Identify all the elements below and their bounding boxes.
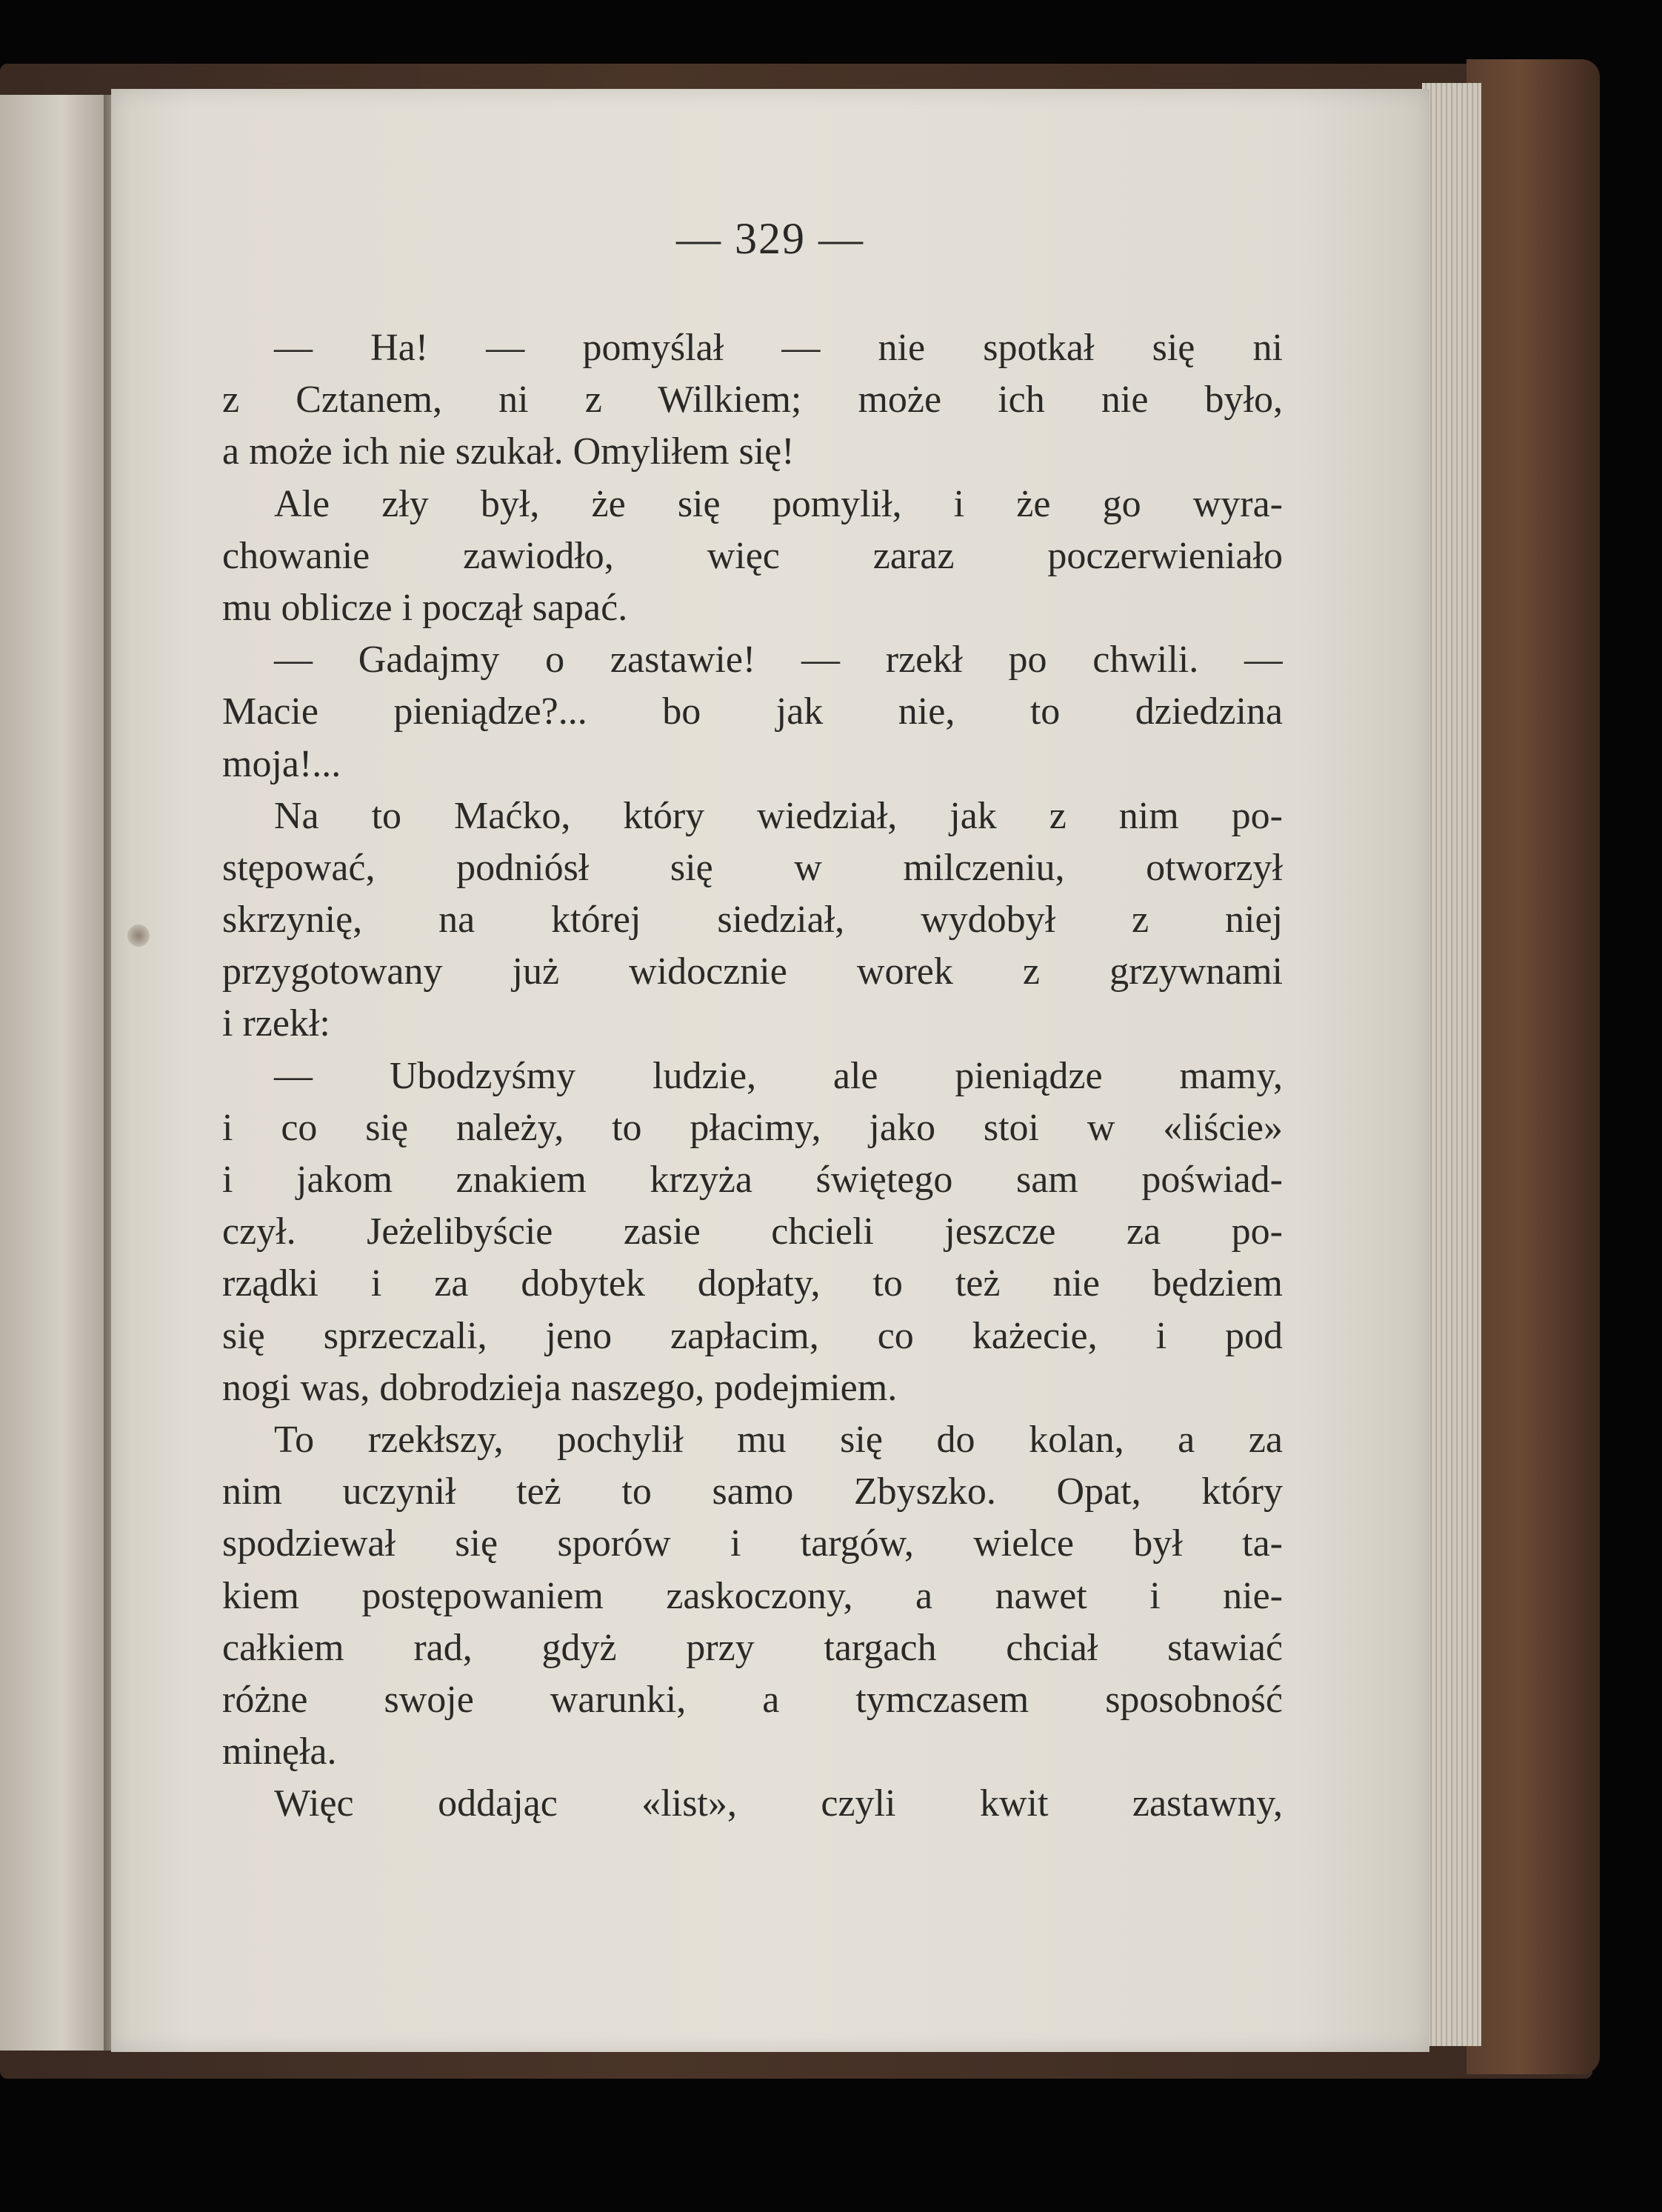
text-line: przygotowany już widocznie worek z grzywnami	[222, 950, 1283, 993]
text-line: się sprzeczali, jeno zapłacim, co każecie, i pod	[222, 1314, 1283, 1357]
text-line: całkiem rad, gdyż przy targach chciał stawiać	[222, 1626, 1283, 1669]
book-page	[111, 89, 1429, 2052]
page-text	[222, 322, 1283, 1830]
text-line: nogi was, dobrodzieja naszego, podejmiem.	[222, 1366, 898, 1409]
text-line: spodziewał się sporów i targów, wielce był ta-	[222, 1522, 1283, 1565]
text-line: stępować, podniósł się w milczeniu, otworzył	[222, 846, 1283, 889]
text-line: i jakom znakiem krzyża świętego sam poświad-	[222, 1159, 1283, 1201]
text-line: nim uczynił też to samo Zbyszko. Opat, który	[222, 1470, 1283, 1513]
left-page-curl	[0, 95, 111, 2051]
text-line: skrzynię, na której siedział, wydobył z niej	[222, 899, 1283, 942]
page-smudge	[127, 925, 150, 947]
text-line: czył. Jeżelibyście zasie chcieli jeszcze za po-	[222, 1210, 1283, 1253]
text-line: — Ubodzyśmy ludzie, ale pieniądze mamy,	[274, 1054, 1283, 1097]
text-line: i rzekł:	[222, 1002, 330, 1045]
text-line: i co się należy, to płacimy, jako stoi w «liście»	[222, 1106, 1283, 1149]
text-line: Macie pieniądze?... bo jak nie, to dziedzina	[222, 690, 1283, 733]
text-line: mu oblicze i począł sapać.	[222, 586, 628, 629]
text-line: chowanie zawiodło, więc zaraz poczerwieniało	[222, 534, 1283, 577]
text-line: moja!...	[222, 742, 341, 785]
text-line: rządki i za dobytek dopłaty, to też nie będziem	[222, 1262, 1283, 1305]
book-cover-edge	[1466, 59, 1600, 2074]
text-line: — Gadajmy o zastawie! — rzekł po chwili. —	[274, 639, 1283, 682]
page-number: — 329 —	[676, 214, 864, 263]
text-line: minęła.	[222, 1730, 337, 1773]
page-edges	[1422, 83, 1481, 2046]
text-line: To rzekłszy, pochylił mu się do kolan, a za	[274, 1418, 1283, 1461]
text-line: z Cztanem, ni z Wilkiem; może ich nie było,	[222, 379, 1283, 422]
text-line: kiem postępowaniem zaskoczony, a nawet i nie-	[222, 1574, 1283, 1617]
text-line: a może ich nie szukał. Omyliłem się!	[222, 430, 795, 473]
text-line: Ale zły był, że się pomylił, i że go wyra-	[274, 482, 1283, 525]
text-line: — Ha! — pomyślał — nie spotkał się ni	[274, 327, 1283, 369]
text-line: Więc oddając «list», czyli kwit zastawny,	[274, 1782, 1283, 1825]
text-line: Na to Maćko, który wiedział, jak z nim po-	[274, 794, 1283, 837]
text-line: różne swoje warunki, a tymczasem sposobność	[222, 1678, 1283, 1721]
